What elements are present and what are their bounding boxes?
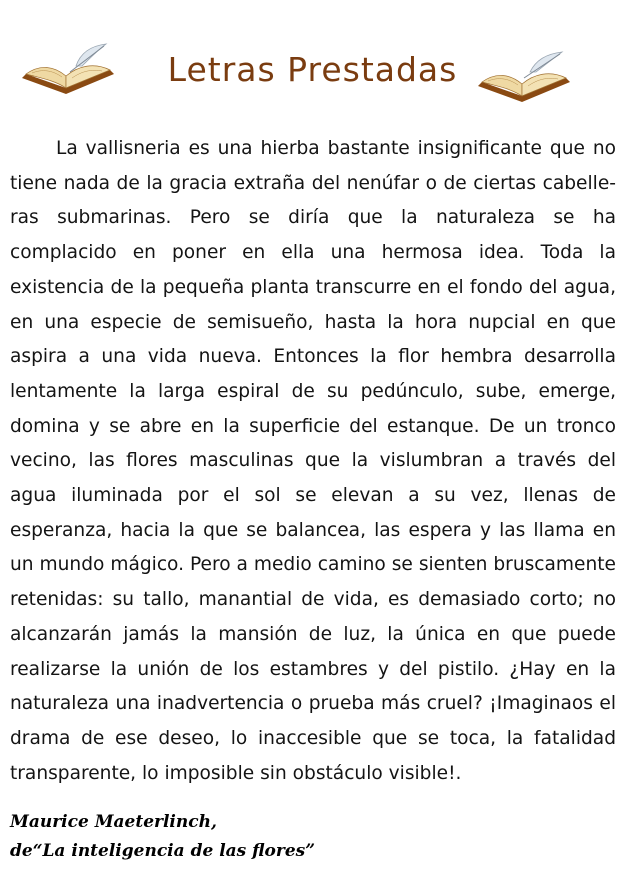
signature	[10, 808, 315, 866]
body-paragraph: La vallisneria es una hierba bastante insignificante que no tiene nada de la gracia extraña del nenúfar o de ciertas cabelleras submarinas. Pero se diría que la naturaleza se ha complacido en poner en ella una hermosa idea. Toda la existencia de la pequeña planta transcurre en el fondo del agua, en una especie de semisueño, hasta la hora nupcial en que aspira a una vida nueva. Entonces la flor hembra desarrolla lentamente la larga espiral de su pedúnculo, sube, emerge, domina y se abre en la superficie del estanque. De un tronco vecino, las flores masculinas que la vislumbran a través del agua iluminada por el sol se elevan a su vez, llenas de esperanza, hacia la que se balancea, las espera y las llama en un mundo mágico. Pero a medio camino se sienten bruscamente retenidas: su tallo, manantial de vida, es demasiado corto; no alcanzarán jamás la mansión de luz, la única en que puede realizarse la unión de los estambres y del pistilo. ¿Hay en la naturaleza una inadvertencia o prueba más cruel? ¡Imaginaos el drama de ese deseo, lo inaccesible que se toca, la fatalidad transparente, lo imposible sin obstáculo visible!.	[10, 138, 616, 784]
header	[0, 0, 625, 118]
author-name: Maurice Maeterlinch,	[10, 812, 217, 832]
open-book-icon	[474, 48, 574, 108]
source-title: de“La inteligencia de las flores”	[10, 841, 315, 861]
page-title: Letras Prestadas	[167, 50, 458, 89]
